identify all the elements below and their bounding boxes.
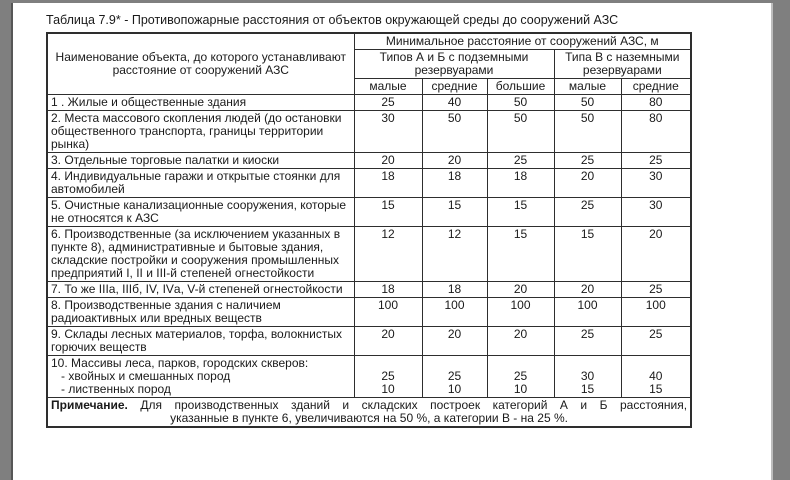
distance-value-cell: 20: [422, 153, 487, 169]
object-name-cell: 2. Места массового скопления людей (до остановки общественного транспорта, границы территории рынка): [47, 111, 354, 153]
distance-value: 15: [580, 382, 595, 396]
distance-value: 10: [447, 382, 462, 396]
fire-distance-table: [46, 32, 692, 428]
note-row: [47, 398, 691, 428]
distance-value-cell: 18: [354, 169, 422, 198]
size-header-ab-small: малые: [354, 79, 422, 95]
size-header-v-medium: средние: [621, 79, 691, 95]
distance-value-cell: 18: [354, 282, 422, 298]
document-page: [11, 3, 773, 480]
distance-value-cell: 20: [487, 327, 554, 356]
distance-value-cell: 50: [422, 111, 487, 153]
distance-value-cell: 100: [487, 298, 554, 327]
table-row: [47, 227, 691, 282]
table-row: [47, 169, 691, 198]
distance-value-cell: 12: [354, 227, 422, 282]
underground-tanks-group-header: Типов А и Б с подземными резервуарами: [354, 50, 554, 79]
distance-value-cell: 15: [554, 227, 621, 282]
note-cell: [47, 398, 691, 428]
distance-value-cell: 50: [487, 111, 554, 153]
distance-value-cell: 12: [422, 227, 487, 282]
distance-value: 30: [580, 369, 595, 383]
note-label: Примечание.: [51, 398, 128, 412]
distance-value-cell: 25: [554, 198, 621, 227]
object-name-subitem: - лиственных пород: [61, 382, 171, 396]
distance-value-cell: 25: [554, 153, 621, 169]
distance-value-cell: 40: [422, 95, 487, 111]
size-header-ab-large: большие: [487, 79, 554, 95]
distance-value-cell: 50: [487, 95, 554, 111]
note-text-line1: Для производственных зданий и складских построек категорий А и Б расстояния,: [140, 398, 688, 412]
distance-value-cell: 25: [621, 327, 691, 356]
distance-value-cell: 100: [554, 298, 621, 327]
size-header-v-small: малые: [554, 79, 621, 95]
distance-value-cell: 30: [621, 198, 691, 227]
object-name-cell: 3. Отдельные торговые палатки и киоски: [47, 153, 354, 169]
table-row: [47, 282, 691, 298]
distance-value-cell: 18: [422, 169, 487, 198]
min-distance-group-header: Минимальное расстояние от сооружений АЗС, м: [354, 33, 691, 50]
table-row: [47, 153, 691, 169]
distance-value-cell: 20: [354, 327, 422, 356]
distance-value-cell: 100: [621, 298, 691, 327]
distance-value-cell: [554, 356, 621, 398]
distance-value-cell: 15: [354, 198, 422, 227]
page-content: [13, 3, 771, 428]
distance-value-cell: 30: [354, 111, 422, 153]
object-name-cell: 7. То же IIIа, IIIб, IV, IVа, V-й степеней огнестойкости: [47, 282, 354, 298]
distance-value-cell: 15: [487, 198, 554, 227]
header-row-group: [47, 33, 691, 50]
distance-value: 40: [649, 369, 663, 383]
distance-value-cell: 18: [487, 169, 554, 198]
table-row: [47, 298, 691, 327]
table-row: [47, 356, 691, 398]
distance-value: 10: [513, 382, 528, 396]
object-name-cell: 5. Очистные канализационные сооружения, которые не относятся к АЗС: [47, 198, 354, 227]
table-row: [47, 198, 691, 227]
table-row: [47, 95, 691, 111]
object-name-cell: 9. Склады лесных материалов, торфа, волокнистых горючих веществ: [47, 327, 354, 356]
distance-value-cell: 20: [422, 327, 487, 356]
distance-value-cell: [354, 356, 422, 398]
distance-value-cell: 25: [354, 95, 422, 111]
distance-value-cell: 30: [621, 169, 691, 198]
distance-value-cell: 25: [621, 153, 691, 169]
distance-value-cell: 15: [487, 227, 554, 282]
distance-value-cell: 100: [354, 298, 422, 327]
object-name-cell: 8. Производственные здания с наличием радиоактивных или вредных веществ: [47, 298, 354, 327]
distance-value-cell: 50: [554, 95, 621, 111]
distance-value: 25: [381, 369, 395, 383]
object-name-cell: 6. Производственные (за исключением указанных в пункте 8), административные и бытовые здания, складские постройки и сооружения промышленных предприятий I, II и III-й степеней огнестойкости: [47, 227, 354, 282]
distance-value-cell: 80: [621, 95, 691, 111]
size-header-ab-medium: средние: [422, 79, 487, 95]
distance-value-cell: 50: [554, 111, 621, 153]
object-name-cell: 10. Массивы леса, парков, городских скверов: - хвойных и смешанных пород - лиственных пород: [47, 356, 354, 398]
table-row: [47, 327, 691, 356]
distance-value-cell: [422, 356, 487, 398]
distance-value-cell: 25: [621, 282, 691, 298]
table-row: [47, 111, 691, 153]
distance-value: 15: [649, 382, 663, 396]
distance-value: 10: [381, 382, 395, 396]
distance-value-cell: 100: [422, 298, 487, 327]
object-name-cell: 4. Индивидуальные гаражи и открытые стоянки для автомобилей: [47, 169, 354, 198]
object-name-cell: 1 . Жилые и общественные здания: [47, 95, 354, 111]
distance-value-cell: 80: [621, 111, 691, 153]
distance-value-cell: [621, 356, 691, 398]
distance-value-cell: 15: [422, 198, 487, 227]
distance-value: 25: [447, 369, 462, 383]
object-name-header: Наименование объекта, до которого устанавливают расстояние от сооружений АЗС: [47, 33, 354, 95]
object-name-subitem: - хвойных и смешанных пород: [61, 369, 231, 383]
surface-tanks-group-header: Типа В с наземными резервуарами: [554, 50, 691, 79]
distance-value-cell: 18: [422, 282, 487, 298]
distance-value-cell: 20: [487, 282, 554, 298]
distance-value: 25: [513, 369, 528, 383]
distance-value-cell: 20: [554, 282, 621, 298]
distance-value-cell: 25: [487, 153, 554, 169]
table-caption: Таблица 7.9* - Противопожарные расстояния от объектов окружающей среды до сооружений АЗС: [46, 13, 619, 27]
distance-value-cell: 25: [554, 327, 621, 356]
distance-value-cell: 20: [554, 169, 621, 198]
note-text-line2: указанные в пункте 6, увеличиваются на 50 %, а категории В - на 25 %.: [170, 411, 568, 425]
distance-value-cell: [487, 356, 554, 398]
distance-value-cell: 20: [354, 153, 422, 169]
distance-value-cell: 20: [621, 227, 691, 282]
